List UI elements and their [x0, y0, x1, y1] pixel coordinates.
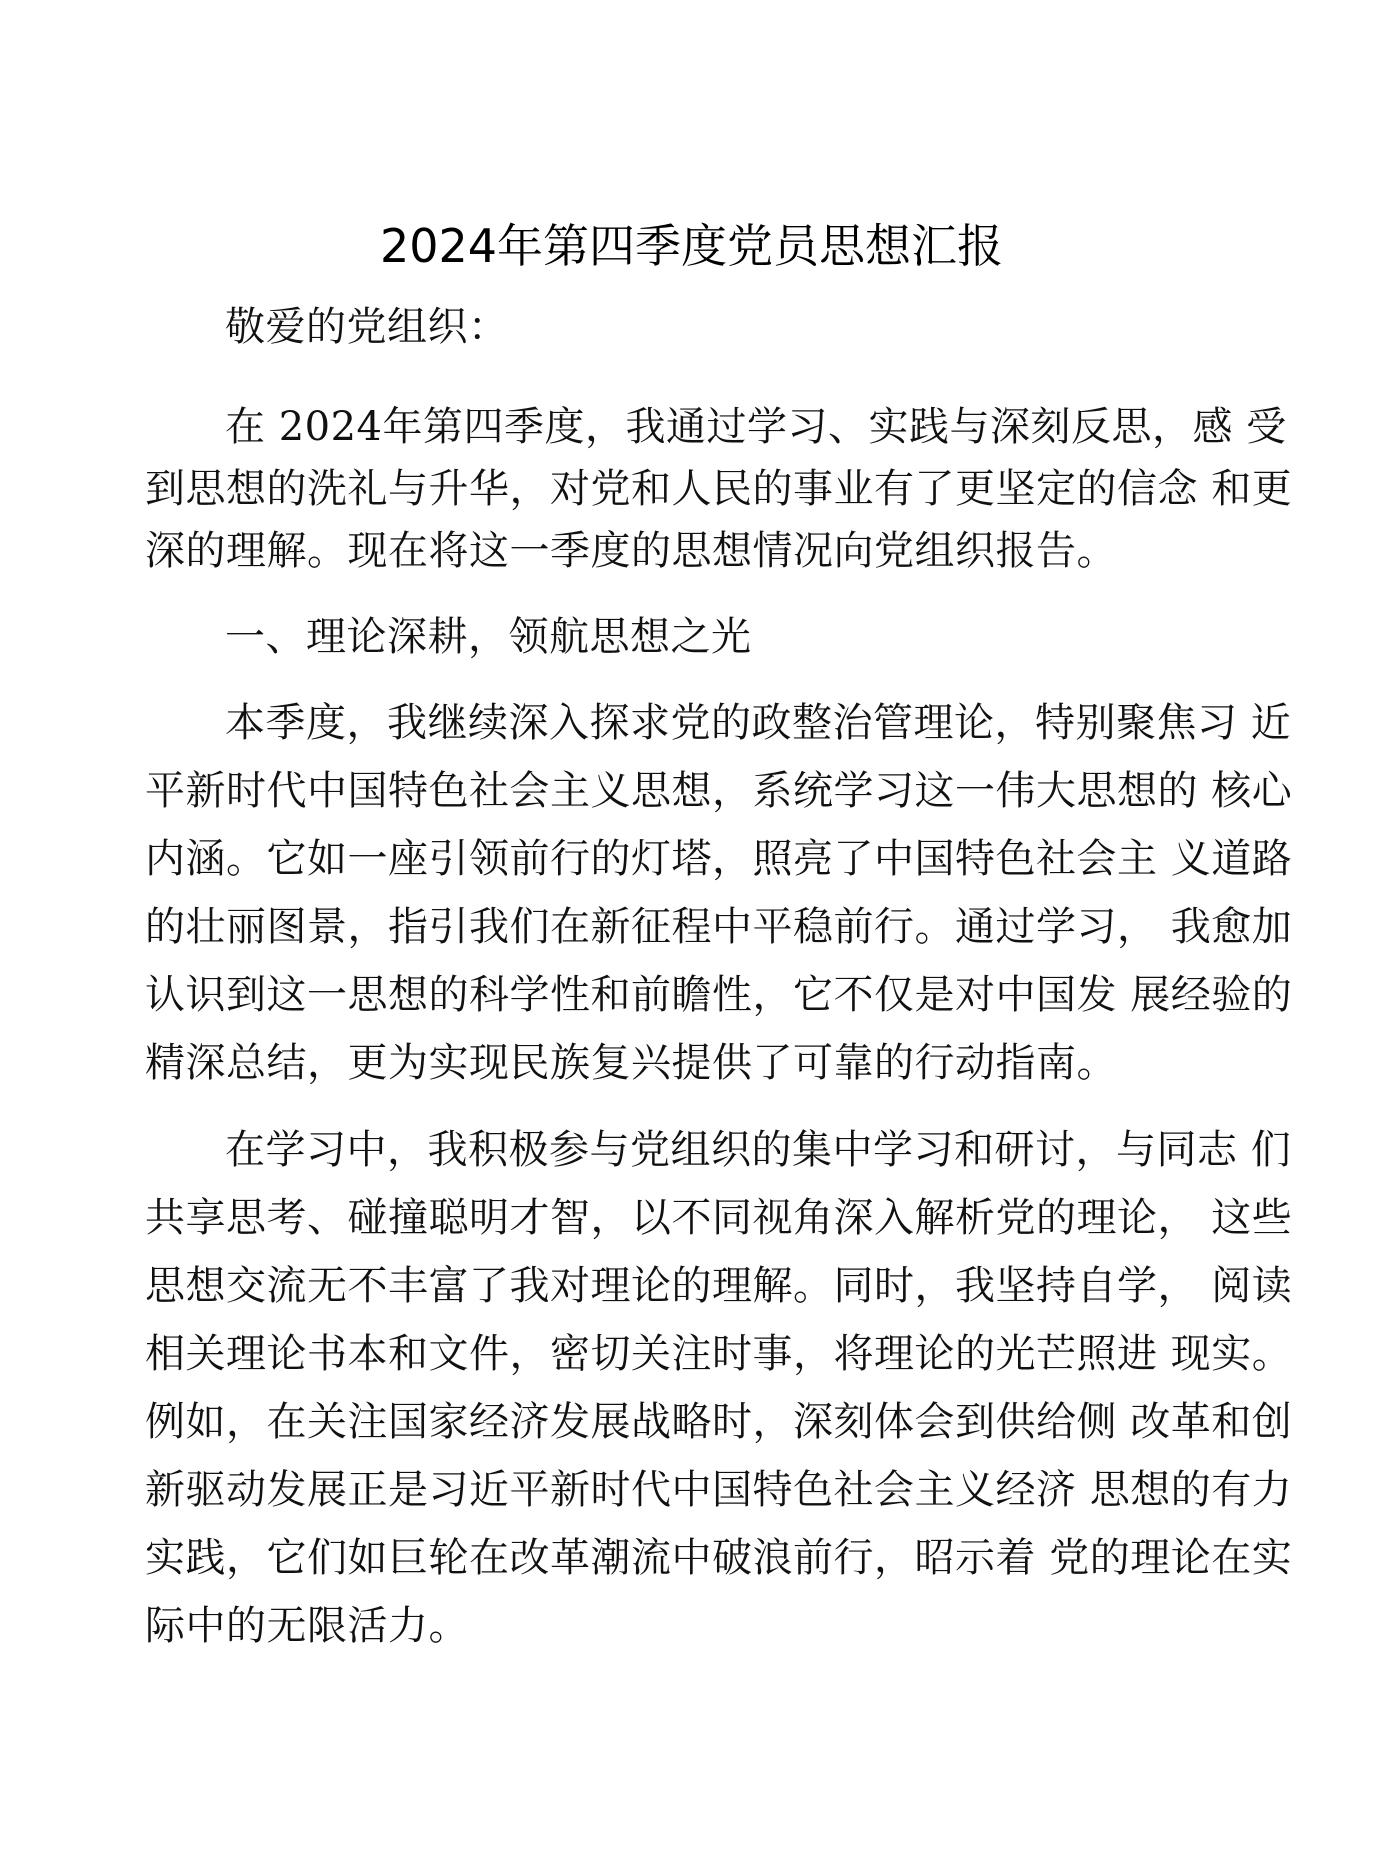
paragraph-line: 相关理论书本和文件，密切关注时事，将理论的光芒照进 现实。 [145, 1331, 1293, 1377]
paragraph-line: 到思想的洗礼与升华，对党和人民的事业有了更坚定的信念 和更 [145, 466, 1293, 512]
paragraph-line: 内涵。它如一座引领前行的灯塔，照亮了中国特色社会主 义道路 [145, 836, 1293, 882]
paragraph-line: 新驱动发展正是习近平新时代中国特色社会主义经济 思想的有力 [145, 1467, 1293, 1513]
paragraph-line: 共享思考、碰撞聪明才智，以不同视角深入解析党的理论， 这些 [145, 1195, 1293, 1241]
paragraph-line: 实践，它们如巨轮在改革潮流中破浪前行，昭示着 党的理论在实 [145, 1535, 1293, 1581]
paragraph-line: 平新时代中国特色社会主义思想，系统学习这一伟大思想的 核心 [145, 768, 1293, 814]
paragraph-line: 际中的无限活力。 [145, 1603, 469, 1649]
paragraph-line: 的壮丽图景，指引我们在新征程中平稳前行。通过学习， 我愈加 [145, 904, 1293, 950]
section-heading: 一、理论深耕，领航思想之光 [225, 614, 752, 660]
paragraph-line: 深的理解。现在将这一季度的思想情况向党组织报告。 [145, 528, 1117, 574]
paragraph-line: 本季度，我继续深入探求党的政整治管理论，特别聚焦习 近 [225, 700, 1292, 746]
paragraph-line: 在 2024年第四季度，我通过学习、实践与深刻反思，感 受 [225, 404, 1287, 450]
paragraph-line: 例如，在关注国家经济发展战略时，深刻体会到供给侧 改革和创 [145, 1399, 1293, 1445]
paragraph-line: 认识到这一思想的科学性和前瞻性，它不仅是对中国发 展经验的 [145, 972, 1293, 1018]
paragraph-line: 精深总结，更为实现民族复兴提供了可靠的行动指南。 [145, 1040, 1117, 1086]
salutation: 敬爱的党组织： [225, 304, 509, 350]
paragraph-line: 在学习中，我积极参与党组织的集中学习和研讨，与同志 们 [225, 1127, 1292, 1173]
paragraph-line: 思想交流无不丰富了我对理论的理解。同时，我坚持自学， 阅读 [145, 1263, 1293, 1309]
document-title: 2024年第四季度党员思想汇报 [379, 219, 1004, 273]
